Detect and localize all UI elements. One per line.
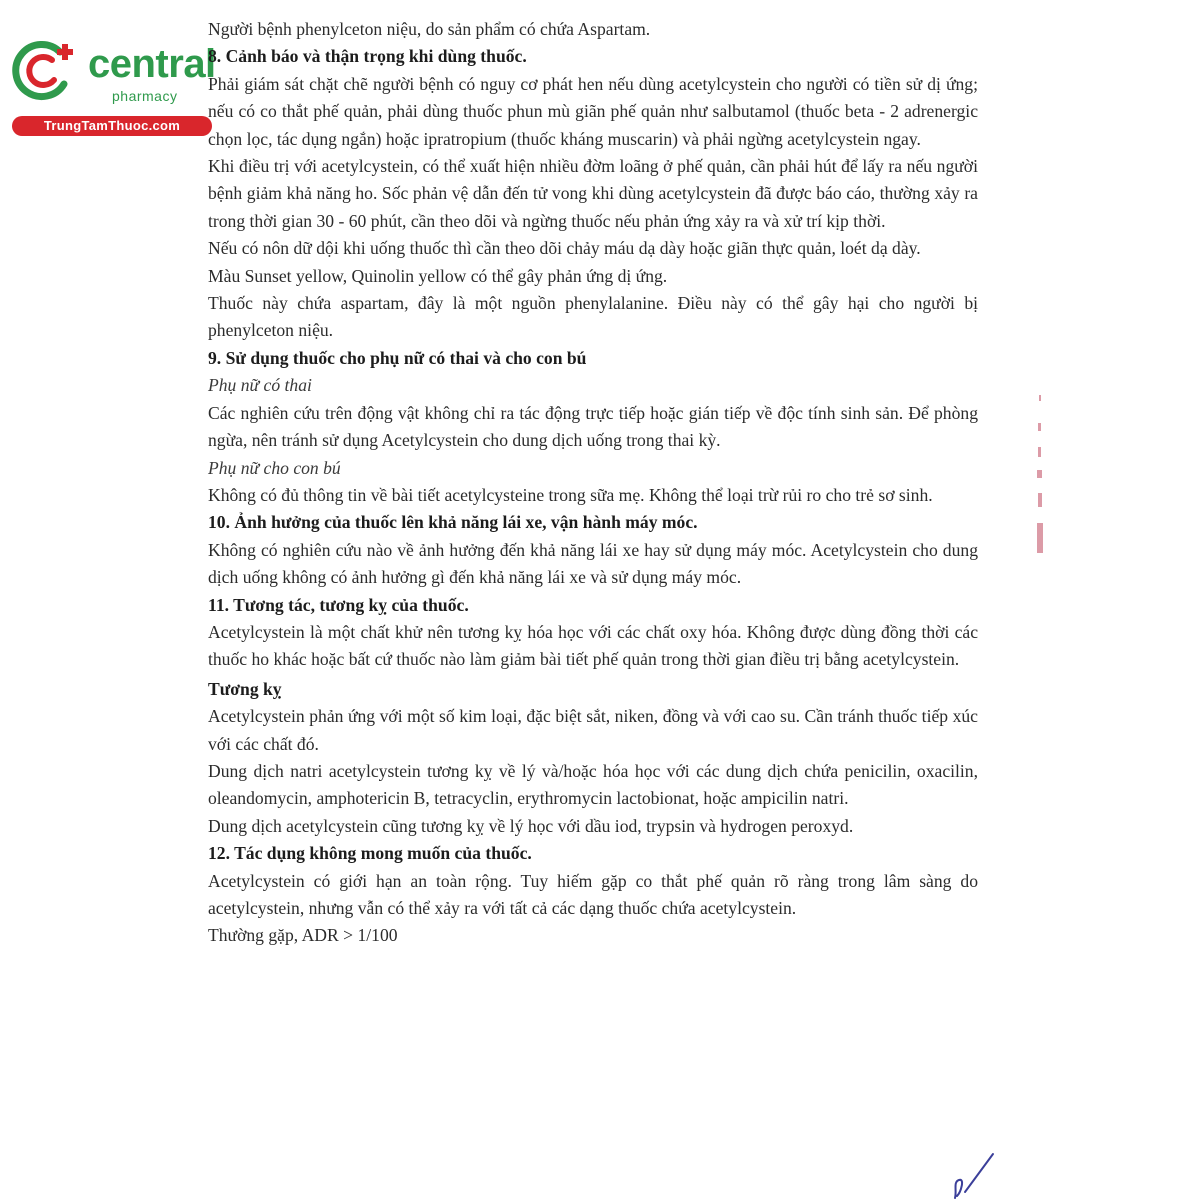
section-10-paragraph: Không có nghiên cứu nào về ảnh hưởng đến khả năng lái xe hay sử dụng máy móc. Acetylcystein cho dung dịch uống không có ảnh hưởng gì đến khả năng lái xe và sử dụng máy móc.: [208, 539, 978, 588]
section-9-heading: 9. Sử dụng thuốc cho phụ nữ có thai và cho con bú: [208, 347, 587, 368]
section-8-paragraph: Nếu có nôn dữ dội khi uống thuốc thì cần theo dõi chảy máu dạ dày hoặc giãn thực quản, loét dạ dày.: [208, 238, 921, 259]
section-10-heading: 10. Ảnh hưởng của thuốc lên khả năng lái xe, vận hành máy móc.: [208, 512, 698, 533]
section-9-subheading-pregnant: Phụ nữ có thai: [208, 375, 312, 396]
section-11-paragraph: Dung dịch natri acetylcystein tương kỵ về lý và/hoặc hóa học với các dung dịch chứa penicilin, oxacilin, oleandomycin, amphotericin B, tetracyclin, erythromycin lactobionat, hoặc ampicilin natri.: [208, 760, 978, 809]
brand-logo[interactable]: [8, 36, 216, 136]
section-8-paragraph: Thuốc này chứa aspartam, đây là một nguồn phenylalanine. Điều này có thể gây hại cho người bị phenylceton niệu.: [208, 293, 978, 341]
section-11-subheading: Tương kỵ: [208, 678, 282, 699]
margin-stamp-mark: [1034, 395, 1046, 560]
section-8-paragraph: Khi điều trị với acetylcystein, có thể xuất hiện nhiều đờm loãng ở phế quản, cần phải hút để lấy ra nếu người bệnh giảm khả năng ho. Sốc phản vệ dẫn đến tử vong khi dùng acetylcystein đã được báo cáo, thường xảy ra trong thời gian 30 - 60 phút, cần theo dõi và ngừng thuốc nếu phản ứng xảy ra và xử trí kịp thời.: [208, 156, 978, 231]
brand-name: central: [88, 42, 216, 86]
section-12-paragraph: Acetylcystein có giới hạn an toàn rộng. Tuy hiếm gặp co thắt phế quản rõ ràng trong lâm sàng do acetylcystein, nhưng vẫn có thể xảy ra với tất cả các dạng thuốc chứa acetylcystein.: [208, 870, 978, 918]
brand-sub: pharmacy: [112, 88, 178, 104]
central-pharmacy-logo-icon: [12, 38, 78, 104]
section-12-heading: 12. Tác dụng không mong muốn của thuốc.: [208, 843, 532, 864]
section-9-paragraph: Các nghiên cứu trên động vật không chỉ ra tác động trực tiếp hoặc gián tiếp về độc tính sinh sản. Để phòng ngừa, nên tránh sử dụng Acetylcystein cho dung dịch uống trong thai kỳ.: [208, 402, 978, 451]
brand-site-banner[interactable]: TrungTamThuoc.com: [12, 116, 212, 136]
section-8-paragraph: Phải giám sát chặt chẽ người bệnh có nguy cơ phát hen nếu dùng acetylcystein cho người có tiền sử dị ứng; nếu có co thắt phế quản, phải dùng thuốc phun mù giãn phế quản như salbutamol (thuốc beta - 2 adrenergic chọn lọc, tác dụng ngắn) hoặc ipratropium (thuốc kháng muscarin) và phải ngừng acetylcystein ngay.: [208, 73, 978, 149]
section-8-heading: 8. Cảnh báo và thận trọng khi dùng thuốc.: [208, 46, 527, 67]
section-8-paragraph: Màu Sunset yellow, Quinolin yellow có thể gây phản ứng dị ứng.: [208, 265, 668, 286]
section-11-paragraph: Acetylcystein là một chất khử nên tương kỵ hóa học với các chất oxy hóa. Không được dùng đồng thời các thuốc ho khác hoặc bất cứ thuốc nào làm giảm bài tiết phế quản trong thời gian điều trị bằng acetylcystein.: [208, 621, 978, 670]
intro-line: Người bệnh phenylceton niệu, do sản phẩm có chứa Aspartam.: [208, 19, 651, 39]
section-12-paragraph: Thường gặp, ADR > 1/100: [208, 925, 398, 946]
section-11-heading: 11. Tương tác, tương kỵ của thuốc.: [208, 594, 469, 615]
section-9-subheading-breastfeeding: Phụ nữ cho con bú: [208, 457, 341, 478]
signature-mark: [935, 1150, 1005, 1200]
section-11-paragraph: Acetylcystein phản ứng với một số kim loại, đặc biệt sắt, niken, đồng và với cao su. Cần tránh thuốc tiếp xúc với các chất đó.: [208, 706, 978, 754]
section-9-paragraph: Không có đủ thông tin về bài tiết acetylcysteine trong sữa mẹ. Không thể loại trừ rủi ro cho trẻ sơ sinh.: [208, 484, 933, 505]
document-body: [208, 16, 978, 950]
section-11-paragraph: Dung dịch acetylcystein cũng tương kỵ về lý học với dầu iod, trypsin và hydrogen peroxyd.: [208, 815, 854, 836]
